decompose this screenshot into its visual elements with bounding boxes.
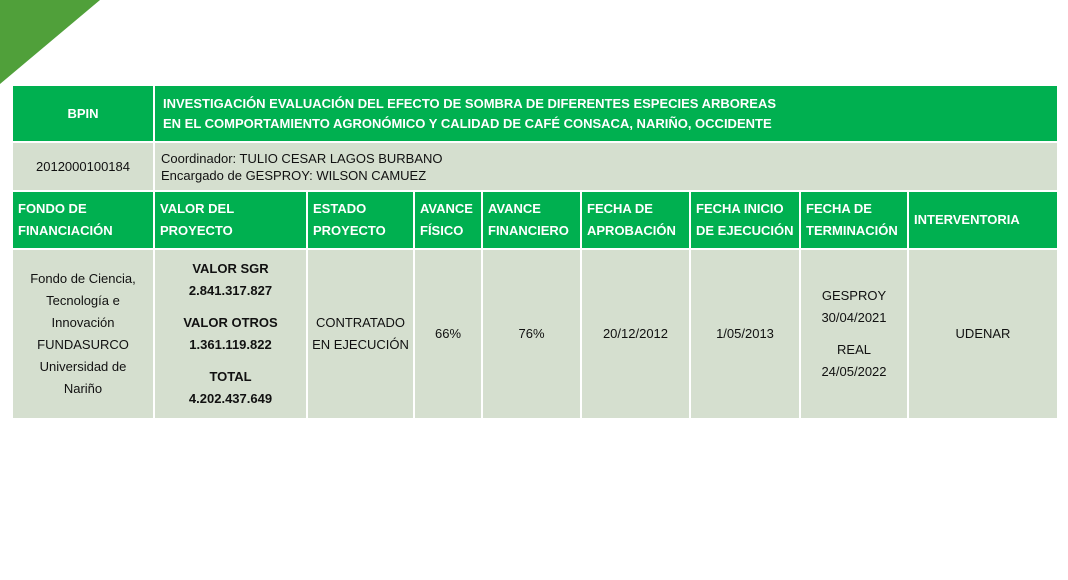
avance-fisico-cell: 66% (414, 249, 482, 419)
column-header-text: AVANCE (420, 201, 473, 216)
estado-line: EN EJECUCIÓN (312, 337, 409, 352)
fondo-line: Universidad de (39, 359, 127, 374)
column-header-text: PROYECTO (160, 223, 233, 238)
terminacion-real-label: REAL (837, 342, 871, 357)
column-header-interventoria (908, 191, 1058, 249)
column-header-text: INTERVENTORIA (914, 212, 1020, 227)
column-header-text: APROBACIÓN (587, 223, 676, 238)
column-header-text: FECHA DE (806, 201, 872, 216)
coordinator-row (12, 142, 1058, 191)
valor-sgr-label: VALOR SGR (192, 261, 269, 276)
column-header-fondo (12, 191, 154, 249)
column-header-text: ESTADO (313, 201, 367, 216)
column-header-text: PROYECTO (313, 223, 386, 238)
terminacion-gesproy-date: 30/04/2021 (821, 310, 887, 325)
column-header-avance-fisico (414, 191, 482, 249)
fondo-line: Innovación (51, 315, 115, 330)
project-title (154, 85, 1058, 142)
column-header-text: FINANCIERO (488, 223, 569, 238)
column-header-text: FÍSICO (420, 223, 464, 238)
terminacion-gesproy-label: GESPROY (821, 288, 887, 303)
column-header-text: VALOR DEL (160, 201, 235, 216)
interventoria-cell: UDENAR (908, 249, 1058, 419)
avance-financiero-cell: 76% (482, 249, 581, 419)
column-header-row (12, 191, 1058, 249)
estado-line: CONTRATADO (315, 315, 406, 330)
column-header-text: FONDO DE (18, 201, 87, 216)
coordinator-text: Coordinador: TULIO CESAR LAGOS BURBANO (161, 150, 443, 166)
project-title-line2: EN EL COMPORTAMIENTO AGRONÓMICO Y CALIDAD DE CAFÉ CONSACA, NARIÑO, OCCIDENTE (163, 115, 772, 131)
column-header-fecha-terminacion (800, 191, 908, 249)
column-header-valor (154, 191, 307, 249)
fondo-line: Tecnología e (46, 293, 120, 308)
valor-otros-value: 1.361.119.822 (189, 337, 272, 352)
valor-total-value: 4.202.437.649 (188, 391, 273, 406)
estado-cell (307, 249, 414, 419)
column-header-text: FECHA INICIO (696, 201, 784, 216)
title-row (12, 85, 1058, 142)
valor-total-label: TOTAL (209, 369, 252, 384)
gesproy-manager-text: Encargado de GESPROY: WILSON CAMUEZ (161, 167, 427, 183)
column-header-text: DE EJECUCIÓN (696, 223, 794, 238)
terminacion-real-date: 24/05/2022 (821, 364, 887, 379)
valor-otros-label: VALOR OTROS (183, 315, 278, 330)
valor-sgr-value: 2.841.317.827 (188, 283, 273, 298)
column-header-avance-financiero (482, 191, 581, 249)
fondo-line: FUNDASURCO (37, 337, 129, 352)
fondo-line: Nariño (63, 381, 103, 396)
table-row (12, 249, 1058, 419)
bpin-label: BPIN (12, 85, 154, 142)
column-header-text: AVANCE (488, 201, 541, 216)
fecha-inicio-cell: 1/05/2013 (690, 249, 800, 419)
fondo-cell (12, 249, 154, 419)
column-header-text: FINANCIACIÓN (18, 223, 113, 238)
corner-decoration (0, 0, 100, 84)
column-header-text: TERMINACIÓN (806, 223, 898, 238)
project-title-line1: INVESTIGACIÓN EVALUACIÓN DEL EFECTO DE SOMBRA DE DIFERENTES ESPECIES ARBOREAS (163, 95, 776, 111)
column-header-fecha-aprobacion (581, 191, 690, 249)
bpin-value: 2012000100184 (12, 142, 154, 191)
column-header-estado (307, 191, 414, 249)
fondo-line: Fondo de Ciencia, (30, 271, 136, 286)
column-header-fecha-inicio (690, 191, 800, 249)
project-table (11, 84, 1059, 420)
valor-cell (154, 249, 307, 419)
terminacion-cell (800, 249, 908, 419)
fecha-aprobacion-cell: 20/12/2012 (581, 249, 690, 419)
coordinator-cell (154, 142, 1058, 191)
column-header-text: FECHA DE (587, 201, 653, 216)
